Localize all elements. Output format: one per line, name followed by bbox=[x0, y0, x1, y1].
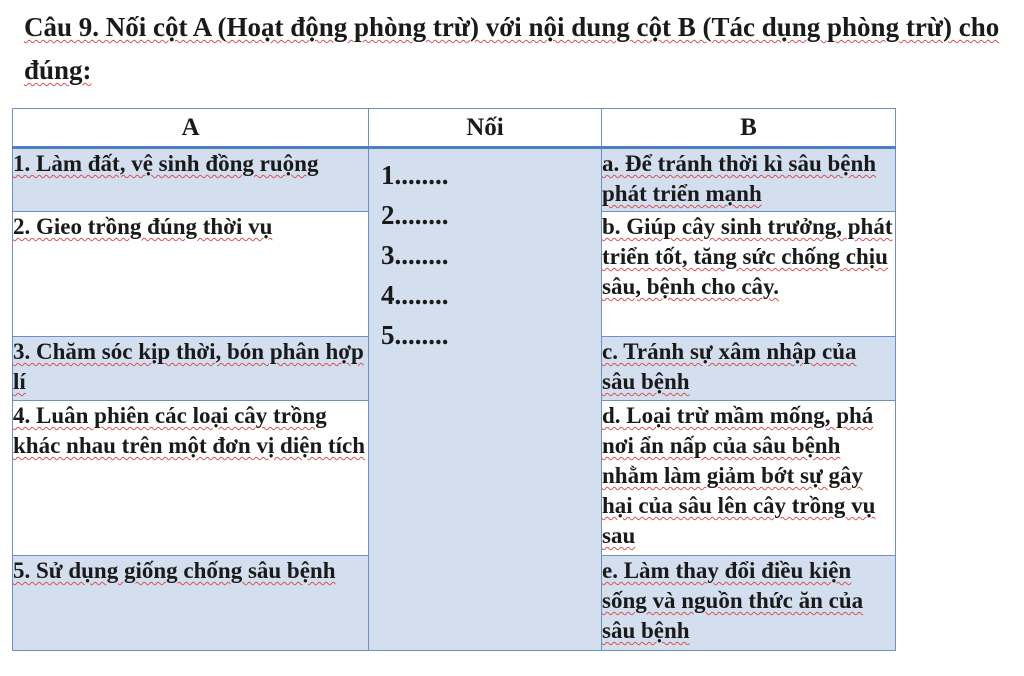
matching-table bbox=[12, 108, 896, 651]
column-a-item-2: 2. Gieo trồng đúng thời vụ bbox=[13, 212, 369, 337]
link-list bbox=[381, 155, 449, 355]
link-slot-5[interactable]: 5........ bbox=[381, 320, 449, 350]
header-column-link: Nối bbox=[369, 109, 602, 148]
column-b-item-d: d. Loại trừ mầm mống, phá nơi ẩn nấp của sâu bệnh nhằm làm giảm bớt sự gây hại của sâu lên cây trồng vụ sau bbox=[602, 401, 896, 556]
header-column-b: B bbox=[602, 109, 896, 148]
header-row bbox=[13, 109, 896, 148]
link-slot-3[interactable]: 3........ bbox=[381, 240, 449, 270]
table-row bbox=[13, 148, 896, 212]
column-b-item-b: b. Giúp cây sinh trưởng, phát triển tốt, tăng sức chống chịu sâu, bệnh cho cây. bbox=[602, 212, 896, 337]
header-column-a: A bbox=[13, 109, 369, 148]
column-a-item-3: 3. Chăm sóc kịp thời, bón phân hợp lí bbox=[13, 337, 369, 401]
link-column bbox=[369, 148, 602, 651]
link-slot-1[interactable]: 1........ bbox=[381, 160, 449, 190]
column-a-item-4: 4. Luân phiên các loại cây trồng khác nhau trên một đơn vị diện tích bbox=[13, 401, 369, 556]
column-b-item-a: a. Để tránh thời kì sâu bệnh phát triển mạnh bbox=[602, 148, 896, 212]
column-a-item-5: 5. Sử dụng giống chống sâu bệnh bbox=[13, 556, 369, 651]
column-a-item-1: 1. Làm đất, vệ sinh đồng ruộng bbox=[13, 148, 369, 212]
column-b-item-e: e. Làm thay đổi điều kiện sống và nguồn thức ăn của sâu bệnh bbox=[602, 556, 896, 651]
question-title: Câu 9. Nối cột A (Hoạt động phòng trừ) với nội dung cột B (Tác dụng phòng trừ) cho đúng: bbox=[24, 12, 1000, 85]
link-slot-2[interactable]: 2........ bbox=[381, 200, 449, 230]
column-b-item-c: c. Tránh sự xâm nhập của sâu bệnh bbox=[602, 337, 896, 401]
link-slot-4[interactable]: 4........ bbox=[381, 280, 449, 310]
